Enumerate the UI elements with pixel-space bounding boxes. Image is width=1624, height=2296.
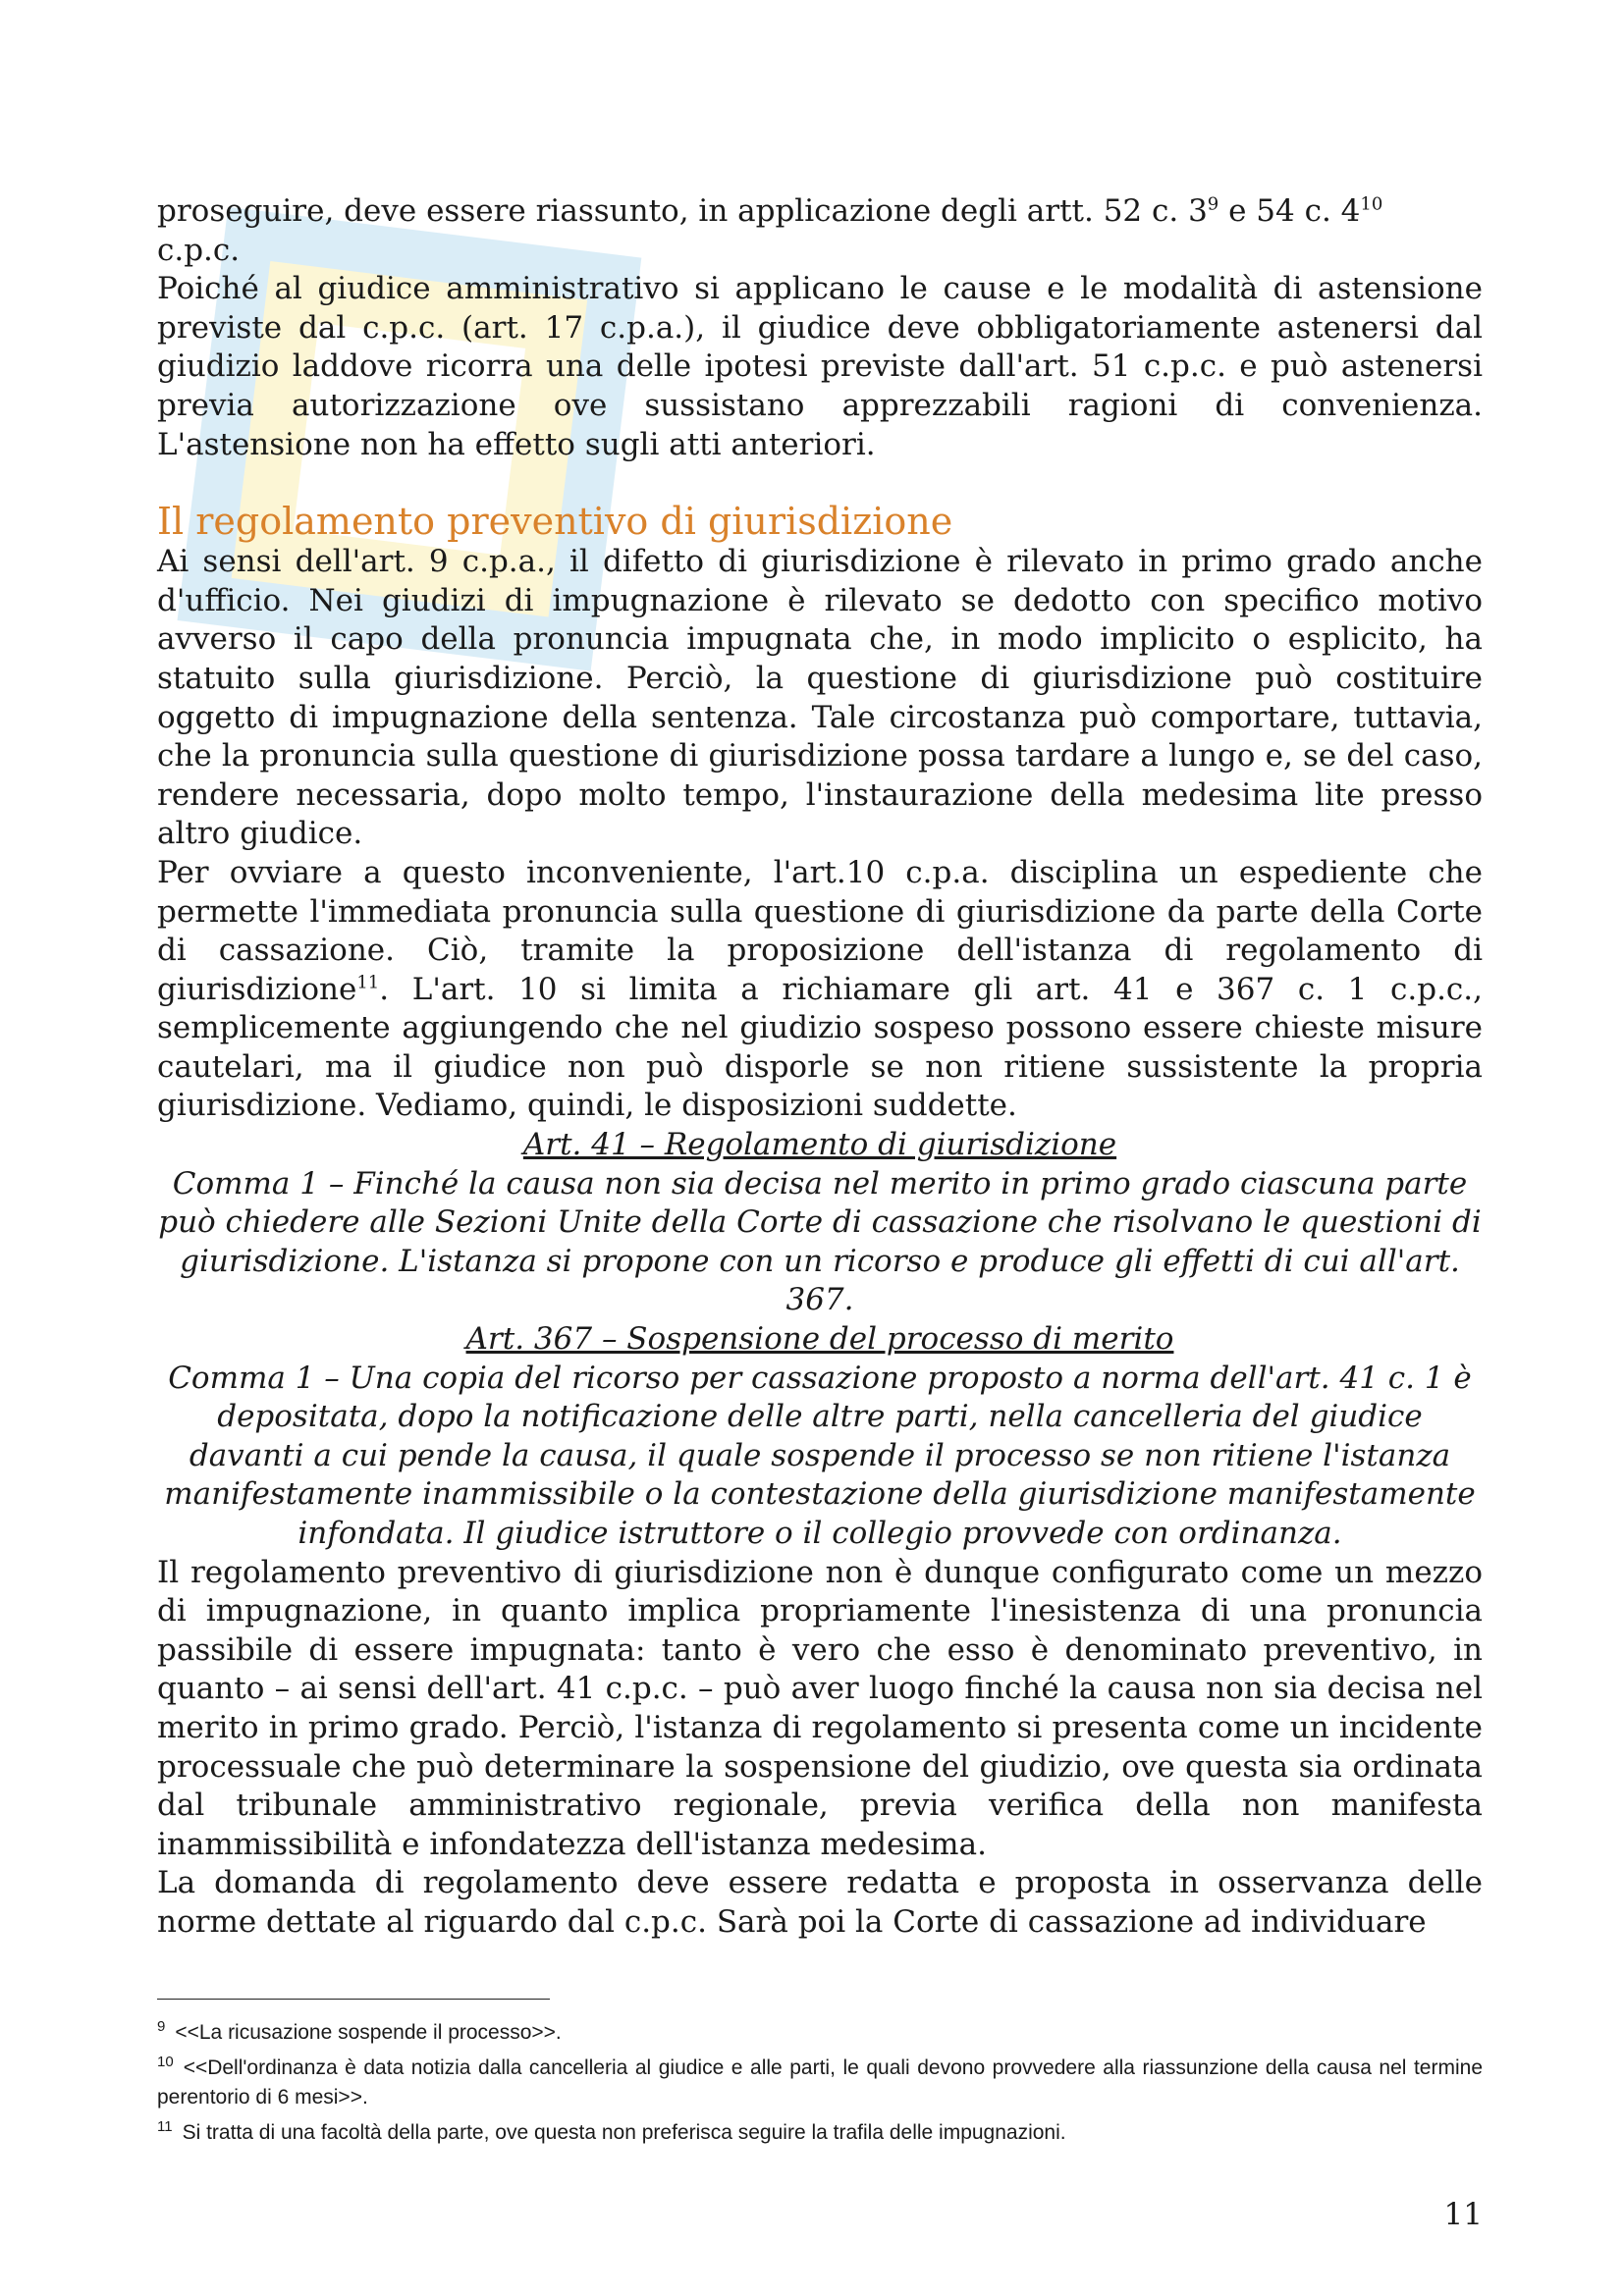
footnote-ref-11[interactable]: 11 (356, 972, 380, 993)
paragraph-ovviare: Per ovviare a questo inconveniente, l'art.10 c.p.a. disciplina un espediente che permette l'immediata pronuncia sulla questione di giurisdizione da parte della Corte di cassazione. Ciò, tramite la proposizione dell'istanza di regolamento di giurisdizione$^{11}$. L'art. 10 si limita a richiamare gli art. 41 e 367 c. 1 c.p.c., semplicemente aggiungendo che nel giudizio sospeso possono essere chieste misure cautelari, ma il giudice non può disporle se non ritiene sussistente la propria giurisdizione. Vediamo, quindi, le disposizioni suddette. (157, 854, 1483, 1124)
section-heading: Il regolamento preventivo di giurisdizione (157, 500, 953, 544)
footnote-separator (157, 1999, 550, 2000)
intro-line-1: proseguire, deve essere riassunto, in applicazione degli artt. 52 c. $3^9$ e 54 c. $4^{10}$ c.p.c. (157, 193, 1383, 268)
footnote-10: $^{10}$ <<Dell'ordinanza è data notizia dalla cancelleria al giudice e alle parti, le quali devono provvedere alla riassunzione della causa nel termine perentorio di 6 mesi>>. (157, 2054, 1483, 2109)
footnotes (157, 2018, 1483, 2154)
article-367-title: Art. 367 – Sospensione del processo di merito (465, 1321, 1174, 1358)
article-41-text: Comma 1 – Finché la causa non sia decisa nel merito in primo grado ciascuna parte può chiedere alle Sezioni Unite della Corte di cassazione che risolvano le questioni di giurisdizione. L'istanza si propone con un ricorso e produce gli effetti di cui all'art. 367. (158, 1165, 1482, 1318)
footnote-9: $^9$ <<La ricusazione sospende il processo>>. (157, 2018, 562, 2044)
page-number: 11 (1443, 2197, 1483, 2232)
paragraph-domanda-regolamento: La domanda di regolamento deve essere redatta e proposta in osservanza delle norme dettate al riguardo dal c.p.c. Sarà poi la Corte di cassazione ad individuare (157, 1865, 1483, 1940)
footnote-11: $^{11}$ Si tratta di una facoltà della parte, ove questa non preferisca seguire la trafila delle impugnazioni. (157, 2118, 1066, 2144)
article-367-text: Comma 1 – Una copia del ricorso per cassazione proposto a norma dell'art. 41 c. 1 è depositata, dopo la notificazione delle altre parti, nella cancelleria del giudice davanti a cui pende la causa, il quale sospende il processo se non ritiene l'istanza manifestamente inammissibile o la contestazione della giurisdizione manifestamente infondata. Il giudice istruttore o il collegio provvede con ordinanza. (164, 1360, 1476, 1551)
paragraph-regolamento-preventivo: Il regolamento preventivo di giurisdizione non è dunque configurato come un mezzo di impugnazione, in quanto implica propriamente l'inesistenza di una pronuncia passibile di essere impugnata: tanto è vero che esso è denominato preventivo, in quanto – ai sensi dell'art. 41 c.p.c. – può aver luogo finché la causa non sia decisa nel merito in primo grado. Perciò, l'istanza di regolamento si presenta come un incidente processuale che può determinare la sospensione del giudizio, ove questa sia ordinata dal tribunale amministrativo regionale, previa verifica della non manifesta inammissibilità e infondatezza dell'istanza medesima. (157, 1554, 1483, 1862)
intro-paragraph-astensione: Poiché al giudice amministrativo si applicano le cause e le modalità di astensione previste dal c.p.c. (art. 17 c.p.a.), il giudice deve obbligatoriamente astenersi dal giudizio laddove ricorra una delle ipotesi previste dall'art. 51 c.p.c. e può astenersi previa autorizzazione ove sussistano apprezzabili ragioni di convenienza. L'astensione non ha effetto sugli atti anteriori. (157, 271, 1483, 462)
footnote-ref-9[interactable]: 9 (1207, 193, 1219, 215)
article-41-title: Art. 41 – Regolamento di giurisdizione (522, 1127, 1117, 1163)
page-content (157, 192, 1483, 1943)
paragraph-difetto-giurisdizione: Ai sensi dell'art. 9 c.p.a., il difetto di giurisdizione è rilevato in primo grado anche d'ufficio. Nei giudizi di impugnazione è rilevato se dedotto con specifico motivo avverso il capo della pronuncia impugnata che, in modo implicito o esplicito, ha statuito sulla giurisdizione. Perciò, la questione di giurisdizione può costituire oggetto di impugnazione della sentenza. Tale circostanza può comportare, tuttavia, che la pronuncia sulla questione di giurisdizione possa tardare a lungo e, se del caso, rendere necessaria, dopo molto tempo, l'instaurazione della medesima lite presso altro giudice. (157, 544, 1483, 852)
footnote-ref-10[interactable]: 10 (1360, 193, 1383, 215)
